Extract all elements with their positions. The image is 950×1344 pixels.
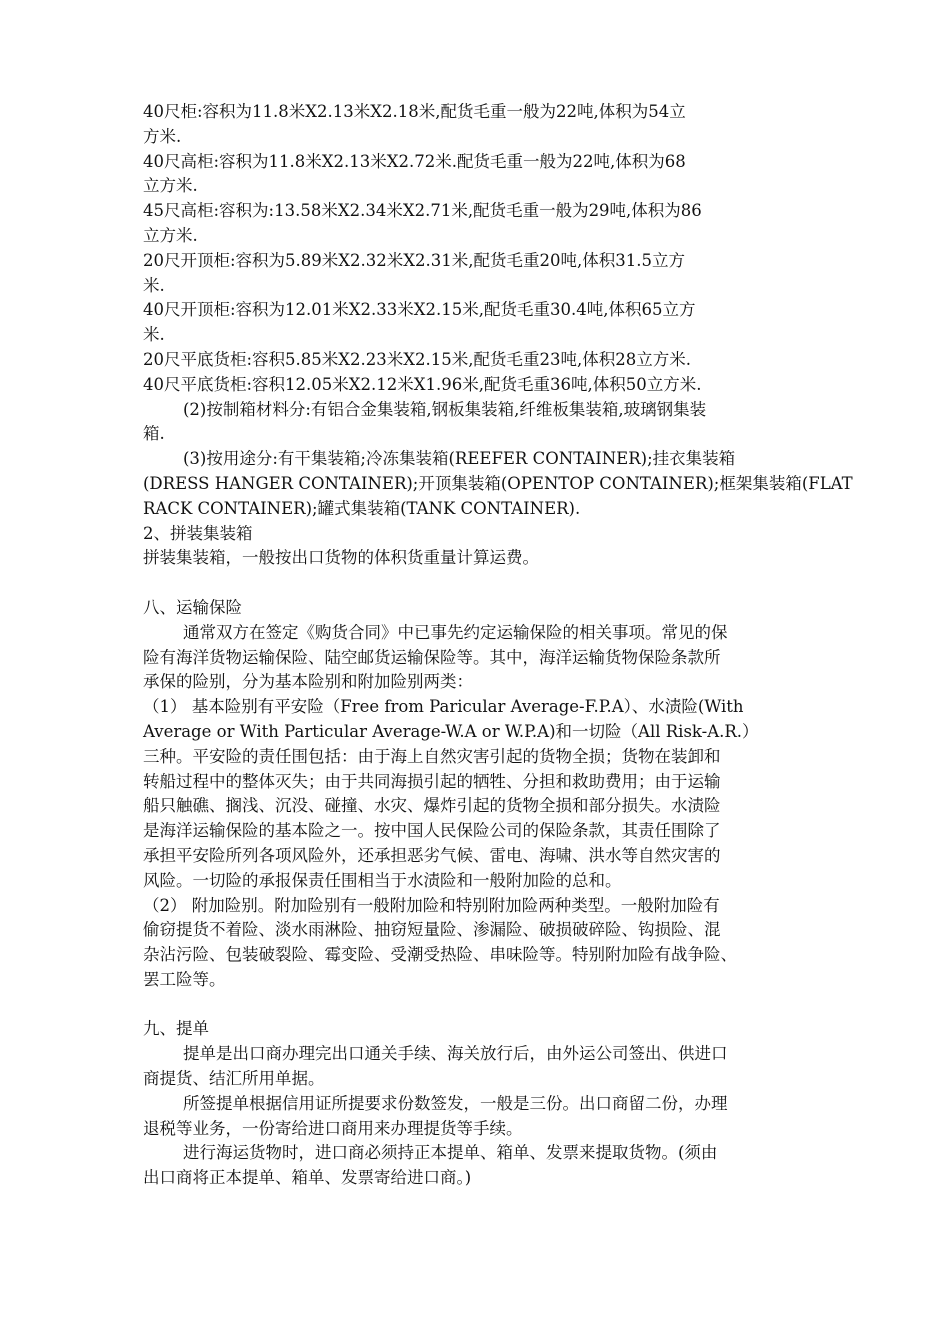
text-line: 八、运输保险 — [143, 597, 242, 617]
text-line: 船只触礁、搁浅、沉没、碰撞、水灾、爆炸引起的货物全损和部分损失。水渍险 — [143, 796, 721, 816]
text-line: 45尺高柜:容积为:13.58米X2.34米X2.71米,配货毛重一般为29吨,体积为86 — [143, 201, 702, 221]
text-line: RACK CONTAINER);罐式集装箱(TANK CONTAINER). — [143, 498, 581, 518]
text-line: 米. — [143, 275, 165, 295]
blank-line — [143, 571, 813, 596]
text-line: 风险。一切险的承报保责任围相当于水渍险和一般附加险的总和。 — [143, 870, 622, 890]
text-line: 商提货、结汇所用单据。 — [143, 1069, 325, 1089]
text-line: 转船过程中的整体灭失；由于共同海损引起的牺牲、分担和救助费用；由于运输 — [143, 771, 721, 791]
blank-line — [143, 993, 813, 1018]
text-line: 退税等业务，一份寄给进口商用来办理提货等手续。 — [143, 1118, 523, 1138]
text-line: 立方米. — [143, 176, 198, 196]
text-line: 40尺开顶柜:容积为12.01米X2.33米X2.15米,配货毛重30.4吨,体积65立方 — [143, 300, 696, 320]
text-line: 是海洋运输保险的基本险之一。按中国人民保险公司的保险条款，其责任围除了 — [143, 821, 721, 841]
text-line: 九、提单 — [143, 1019, 209, 1039]
text-line: 进行海运货物时，进口商必须持正本提单、箱单、发票来提取货物。(须由 — [183, 1143, 718, 1163]
document-body — [143, 100, 853, 1191]
text-line: 拼装集装箱，一般按出口货物的体积货重量计算运费。 — [143, 548, 539, 568]
text-line: (DRESS HANGER CONTAINER);开顶集装箱(OPENTOP CONTAINER);框架集装箱(FLAT — [143, 473, 853, 493]
text-line: 40尺柜:容积为11.8米X2.13米X2.18米,配货毛重一般为22吨,体积为54立 — [143, 102, 686, 121]
text-line: 通常双方在签定《购货合同》中已事先约定运输保险的相关事项。常见的保 — [183, 622, 728, 642]
text-line: 箱. — [143, 424, 165, 444]
text-line: （2） 附加险别。附加险别有一般附加险和特别附加险两种类型。一般附加险有 — [143, 895, 720, 915]
text-line: 40尺高柜:容积为11.8米X2.13米X2.72米.配货毛重一般为22吨,体积为68 — [143, 151, 686, 171]
text-line: 40尺平底货柜:容积12.05米X2.12米X1.96米,配货毛重36吨,体积50立方米. — [143, 374, 702, 394]
text-line: 立方米. — [143, 225, 198, 245]
text-line: 罢工险等。 — [143, 969, 226, 989]
text-line: （1） 基本险别有平安险（Free from Paricular Average-F.P.A）、水渍险(With — [143, 697, 744, 717]
text-line: 承保的险别，分为基本险别和附加险别两类： — [143, 672, 473, 692]
text-line: 出口商将正本提单、箱单、发票寄给进口商。) — [143, 1168, 472, 1188]
text-line: 20尺开顶柜:容积为5.89米X2.32米X2.31米,配货毛重20吨,体积31.5立方 — [143, 250, 685, 270]
text-line: 米. — [143, 325, 165, 345]
text-line: Average or With Particular Average-W.A or W.P.A)和一切险（All Risk-A.R.） — [143, 721, 759, 741]
text-line: 杂沾污险、包装破裂险、霉变险、受潮受热险、串味险等。特别附加险有战争险、 — [143, 945, 737, 965]
text-line: 所签提单根据信用证所提要求份数签发，一般是三份。出口商留二份，办理 — [183, 1093, 728, 1113]
text-line: (2)按制箱材料分:有铝合金集装箱,钢板集装箱,纤维板集装箱,玻璃钢集装 — [183, 399, 707, 419]
text-line: 偷窃提货不着险、淡水雨淋险、抽窃短量险、渗漏险、破损破碎险、钩损险、混 — [143, 920, 721, 940]
text-line: 险有海洋货物运输保险、陆空邮货运输保险等。其中，海洋运输货物保险条款所 — [143, 647, 721, 667]
text-line: (3)按用途分:有干集装箱;冷冻集装箱(REEFER CONTAINER);挂衣集装箱 — [183, 449, 736, 469]
text-line: 三种。平安险的责任围包括：由于海上自然灾害引起的货物全损；货物在装卸和 — [143, 746, 721, 766]
text-line: 2、拼装集装箱 — [143, 523, 253, 543]
text-line: 承担平安险所列各项风险外，还承担恶劣气候、雷电、海啸、洪水等自然灾害的 — [143, 845, 721, 865]
text-line: 提单是出口商办理完出口通关手续、海关放行后，由外运公司签出、供进口 — [183, 1044, 728, 1064]
text-line: 20尺平底货柜:容积5.85米X2.23米X2.15米,配货毛重23吨,体积28立方米. — [143, 349, 691, 369]
text-line: 方米. — [143, 126, 182, 146]
